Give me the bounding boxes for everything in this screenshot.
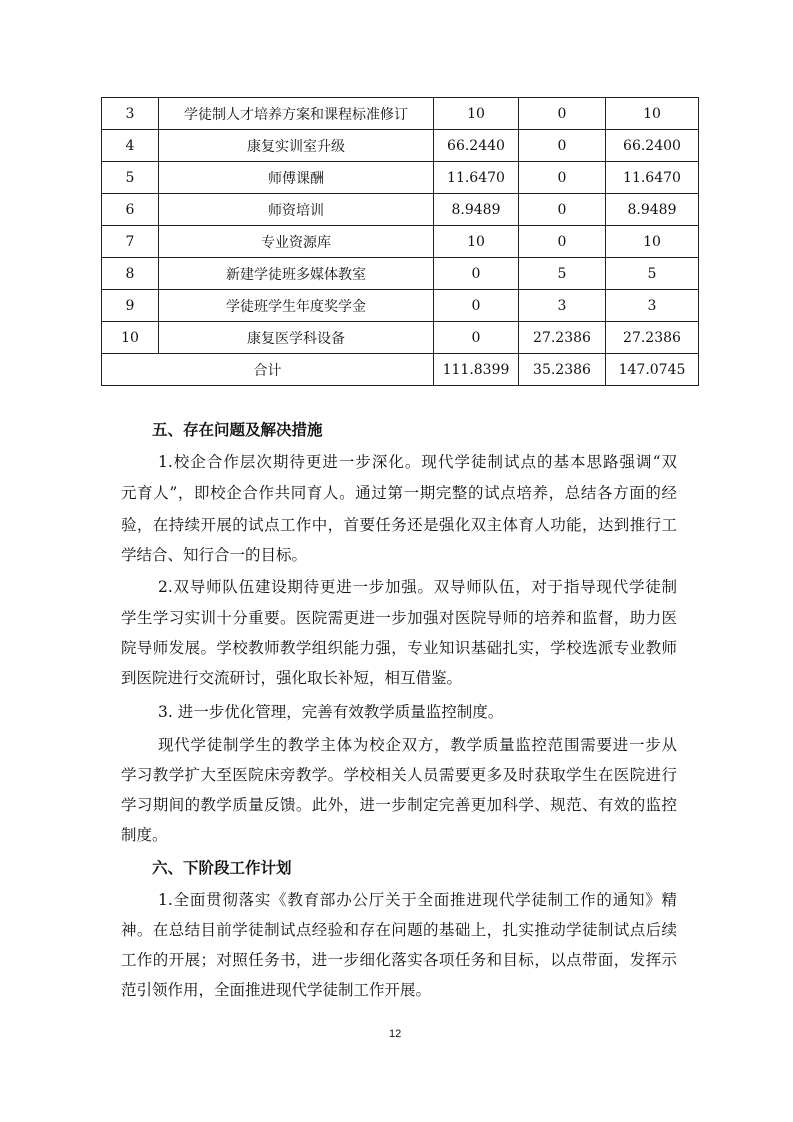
amount-b: 3	[519, 290, 606, 322]
amount-a: 0	[434, 322, 519, 354]
row-total: 3	[606, 290, 699, 322]
item-name: 师资培训	[159, 194, 434, 226]
page-number: 12	[389, 1028, 402, 1040]
paragraph-line: 元育人”，即校企合作共同育人。通过第一期完整的试点培养，总结各方面的经	[121, 484, 677, 502]
row-total: 10	[606, 226, 699, 258]
paragraph-line: 工作的开展；对照任务书，进一步细化落实各项任务和目标，以点带面，发挥示	[121, 951, 677, 969]
amount-b: 27.2386	[519, 322, 606, 354]
paragraph-line: 1.全面贯彻落实《教育部办公厅关于全面推进现代学徒制工作的通知》精	[158, 891, 677, 909]
paragraph-line: 学习期间的教学质量反馈。此外，进一步制定完善更加科学、规范、有效的监控	[121, 796, 677, 814]
item-name: 学徒班学生年度奖学金	[159, 290, 434, 322]
paragraph-line: 现代学徒制学生的教学主体为校企双方，教学质量监控范围需要进一步从	[158, 736, 677, 754]
table-row	[102, 258, 699, 290]
item-name: 康复实训室升级	[159, 130, 434, 162]
sum-label: 合计	[102, 354, 434, 386]
sum-row	[102, 354, 699, 386]
sum-b: 35.2386	[519, 354, 606, 386]
paragraph-line: 学结合、知行合一的目标。	[121, 546, 308, 564]
table-row	[102, 162, 699, 194]
section-heading-6: 六、下阶段工作计划	[152, 858, 292, 877]
row-total: 5	[606, 258, 699, 290]
budget-table	[101, 97, 699, 386]
row-number: 6	[102, 194, 159, 226]
item-name: 康复医学科设备	[159, 322, 434, 354]
sum-a: 111.8399	[434, 354, 519, 386]
paragraph-line: 范引领作用，全面推进现代学徒制工作开展。	[121, 981, 432, 999]
amount-b: 0	[519, 194, 606, 226]
row-total: 8.9489	[606, 194, 699, 226]
row-total: 10	[606, 98, 699, 130]
item-name: 师傅课酬	[159, 162, 434, 194]
table-row	[102, 226, 699, 258]
row-number: 4	[102, 130, 159, 162]
row-total: 66.2400	[606, 130, 699, 162]
paragraph-line: 学生学习实训十分重要。医院需更进一步加强对医院导师的培养和监督，助力医	[121, 609, 677, 627]
item-name: 新建学徒班多媒体教室	[159, 258, 434, 290]
paragraph-line: 2.双导师队伍建设期待更进一步加强。双导师队伍，对于指导现代学徒制	[158, 578, 677, 596]
table-row	[102, 290, 699, 322]
paragraph-line: 验，在持续开展的试点工作中，首要任务还是强化双主体育人功能，达到推行工	[121, 516, 677, 534]
row-number: 8	[102, 258, 159, 290]
row-number: 5	[102, 162, 159, 194]
paragraph-line: 制度。	[121, 826, 168, 844]
amount-a: 66.2440	[434, 130, 519, 162]
paragraph-line: 神。在总结目前学徒制试点经验和存在问题的基础上，扎实推动学徒制试点后续	[121, 921, 677, 939]
row-number: 3	[102, 98, 159, 130]
amount-a: 0	[434, 290, 519, 322]
section-heading-5: 五、存在问题及解决措施	[152, 420, 323, 439]
amount-a: 10	[434, 226, 519, 258]
paragraph-line: 院导师发展。学校教师教学组织能力强，专业知识基础扎实，学校选派专业教师	[121, 639, 677, 657]
row-number: 9	[102, 290, 159, 322]
amount-a: 0	[434, 258, 519, 290]
item-name: 学徒制人才培养方案和课程标准修订	[159, 98, 434, 130]
item-name: 专业资源库	[159, 226, 434, 258]
amount-b: 0	[519, 130, 606, 162]
row-number: 7	[102, 226, 159, 258]
table-row	[102, 194, 699, 226]
paragraph-line: 3. 进一步优化管理，完善有效教学质量监控制度。	[158, 703, 504, 721]
table-row	[102, 130, 699, 162]
row-number: 10	[102, 322, 159, 354]
sum-total: 147.0745	[606, 354, 699, 386]
paragraph-line: 学习教学扩大至医院床旁教学。学校相关人员需要更多及时获取学生在医院进行	[121, 766, 677, 784]
amount-b: 0	[519, 226, 606, 258]
amount-b: 5	[519, 258, 606, 290]
table-row	[102, 98, 699, 130]
paragraph-line: 到医院进行交流研讨，强化取长补短，相互借鉴。	[121, 669, 463, 687]
amount-a: 8.9489	[434, 194, 519, 226]
table-row	[102, 322, 699, 354]
amount-b: 0	[519, 162, 606, 194]
paragraph-line: 1.校企合作层次期待更进一步深化。现代学徒制试点的基本思路强调“双	[158, 453, 677, 471]
amount-a: 10	[434, 98, 519, 130]
amount-a: 11.6470	[434, 162, 519, 194]
row-total: 11.6470	[606, 162, 699, 194]
row-total: 27.2386	[606, 322, 699, 354]
amount-b: 0	[519, 98, 606, 130]
